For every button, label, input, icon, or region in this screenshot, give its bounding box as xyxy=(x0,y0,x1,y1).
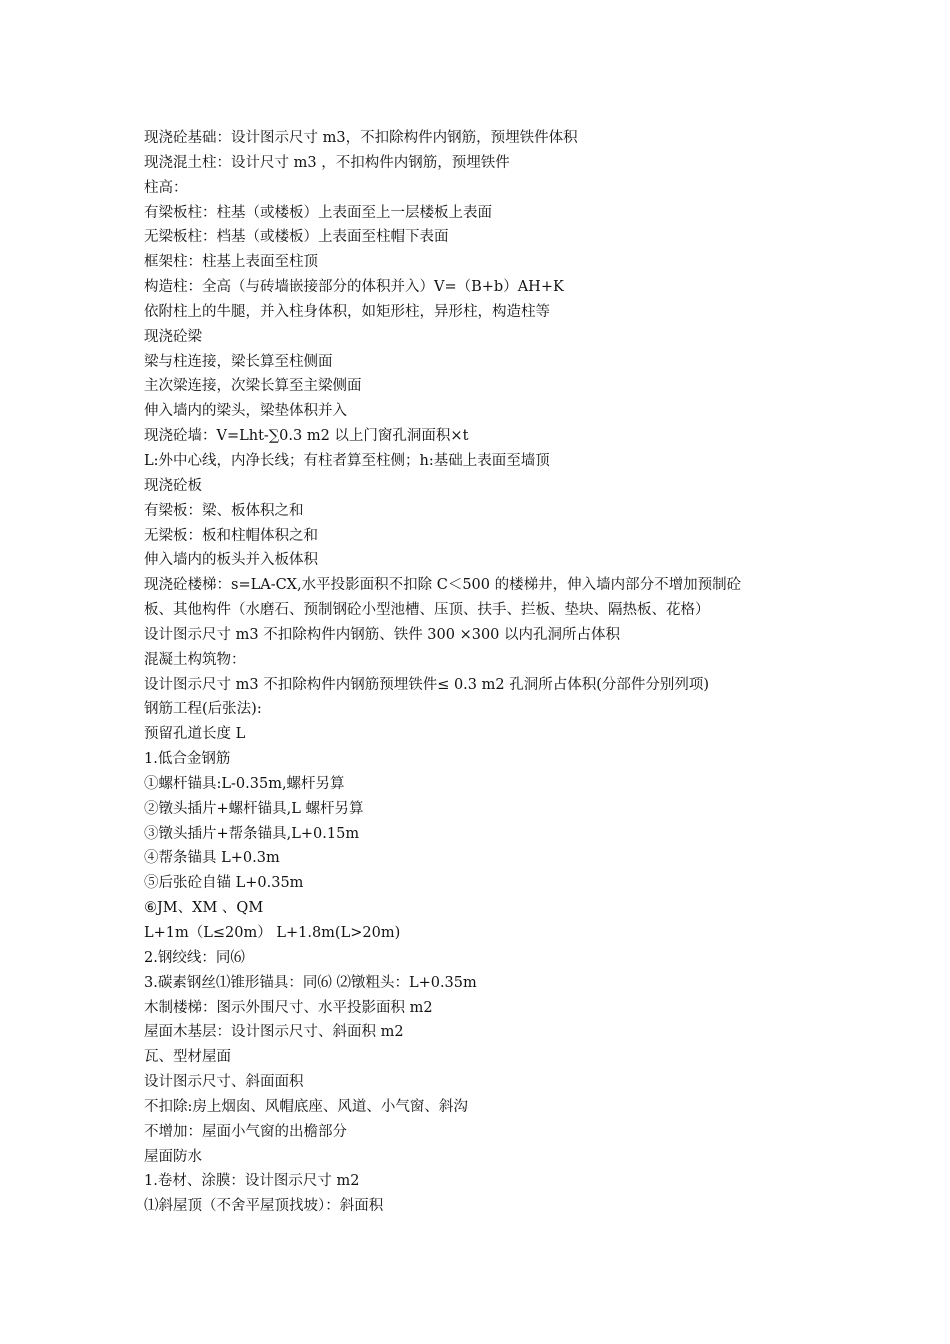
text-line: 依附柱上的牛腿，并入柱身体积，如矩形柱，异形柱，构造柱等 xyxy=(144,303,550,320)
text-line: 屋面防水 xyxy=(144,1148,202,1165)
text-line: 屋面木基层：设计图示尺寸、斜面积 m2 xyxy=(144,1024,404,1041)
text-line: 有梁板：梁、板体积之和 xyxy=(144,502,304,519)
text-line: ④帮条锚具 L+0.3m xyxy=(144,850,280,867)
text-line: 现浇砼楼梯：s=LA-CX,水平投影面积不扣除 C＜500 的楼梯井，伸入墙内部分不增加预制砼 xyxy=(144,577,742,594)
text-line: 伸入墙内的梁头，梁垫体积并入 xyxy=(144,403,347,420)
text-line: 现浇砼梁 xyxy=(144,328,202,345)
text-line: 3.碳素钢丝⑴锥形锚具：同⑹ ⑵镦粗头：L+0.35m xyxy=(144,974,477,991)
text-line: 无梁板柱：档基（或楼板）上表面至柱帽下表面 xyxy=(144,229,449,246)
text-line: 现浇砼基础：设计图示尺寸 m3，不扣除构件内钢筋，预埋铁件体积 xyxy=(144,130,578,146)
text-line: ⑴斜屋顶（不舍平屋顶找坡）：斜面积 xyxy=(144,1198,384,1215)
text-line: 2.钢绞线：同⑹ xyxy=(144,949,245,966)
text-line: 无梁板：板和柱帽体积之和 xyxy=(144,527,318,544)
text-line: 有梁板柱：柱基（或楼板）上表面至上一层楼板上表面 xyxy=(144,204,492,221)
text-line: L:外中心线，内净长线；有柱者算至柱侧；h:基础上表面至墙顶 xyxy=(144,452,550,469)
text-line: 框架柱：柱基上表面至柱顶 xyxy=(144,254,318,271)
text-line: 不增加：屋面小气窗的出檐部分 xyxy=(144,1123,347,1140)
text-line: 梁与柱连接，梁长算至柱侧面 xyxy=(144,353,333,370)
text-line: ③镦头插片+帮条锚具,L+0.15m xyxy=(144,825,360,842)
text-line: ⑤后张砼自锚 L+0.35m xyxy=(144,875,304,892)
text-line: 1.低合金钢筋 xyxy=(144,751,231,768)
text-line: 钢筋工程(后张法): xyxy=(144,701,262,718)
text-line: 主次梁连接，次梁长算至主梁侧面 xyxy=(144,378,362,395)
text-line: 1.卷材、涂膜：设计图示尺寸 m2 xyxy=(144,1173,360,1190)
text-line: 伸入墙内的板头并入板体积 xyxy=(144,552,318,569)
text-line: 设计图示尺寸 m3 不扣除构件内钢筋、铁件 300 ×300 以内孔洞所占体积 xyxy=(144,626,621,643)
text-line: L+1m（L≤20m） L+1.8m(L>20m) xyxy=(144,925,401,941)
text-line: 现浇砼墙：V=Lht-∑0.3 m2 以上门窗孔洞面积×t xyxy=(144,428,469,445)
text-line: 瓦、型材屋面 xyxy=(144,1049,231,1066)
text-line: 板、其他构件（水磨石、预制钢砼小型池槽、压顶、扶手、拦板、垫块、隔热板、花格） xyxy=(144,602,710,619)
text-line: 混凝土构筑物： xyxy=(144,651,246,668)
text-line: 设计图示尺寸 m3 不扣除构件内钢筋预埋铁件≤ 0.3 m2 孔洞所占体积(分部件分别列项) xyxy=(144,676,710,693)
text-line: ②镦头插片+螺杆锚具,L 螺杆另算 xyxy=(144,800,364,817)
text-line: 设计图示尺寸、斜面面积 xyxy=(144,1074,304,1091)
text-line: ⑥JM、XM 、QM xyxy=(144,900,264,917)
text-line: ①螺杆锚具:L-0.35m,螺杆另算 xyxy=(144,775,345,792)
text-line: 预留孔道长度 L xyxy=(144,726,246,743)
text-line: 木制楼梯：图示外围尺寸、水平投影面积 m2 xyxy=(144,999,433,1016)
text-line: 现浇混土柱：设计尺寸 m3 ，不扣构件内钢筋，预埋铁件 xyxy=(144,154,510,171)
text-line: 不扣除:房上烟囱、风帽底座、风道、小气窗、斜沟 xyxy=(144,1098,468,1115)
text-line: 构造柱：全高（与砖墙嵌接部分的体积并入）V=（B+b）AH+K xyxy=(144,279,564,296)
text-line: 现浇砼板 xyxy=(144,477,202,494)
document-body xyxy=(144,126,824,1219)
text-line: 柱高： xyxy=(144,179,188,196)
